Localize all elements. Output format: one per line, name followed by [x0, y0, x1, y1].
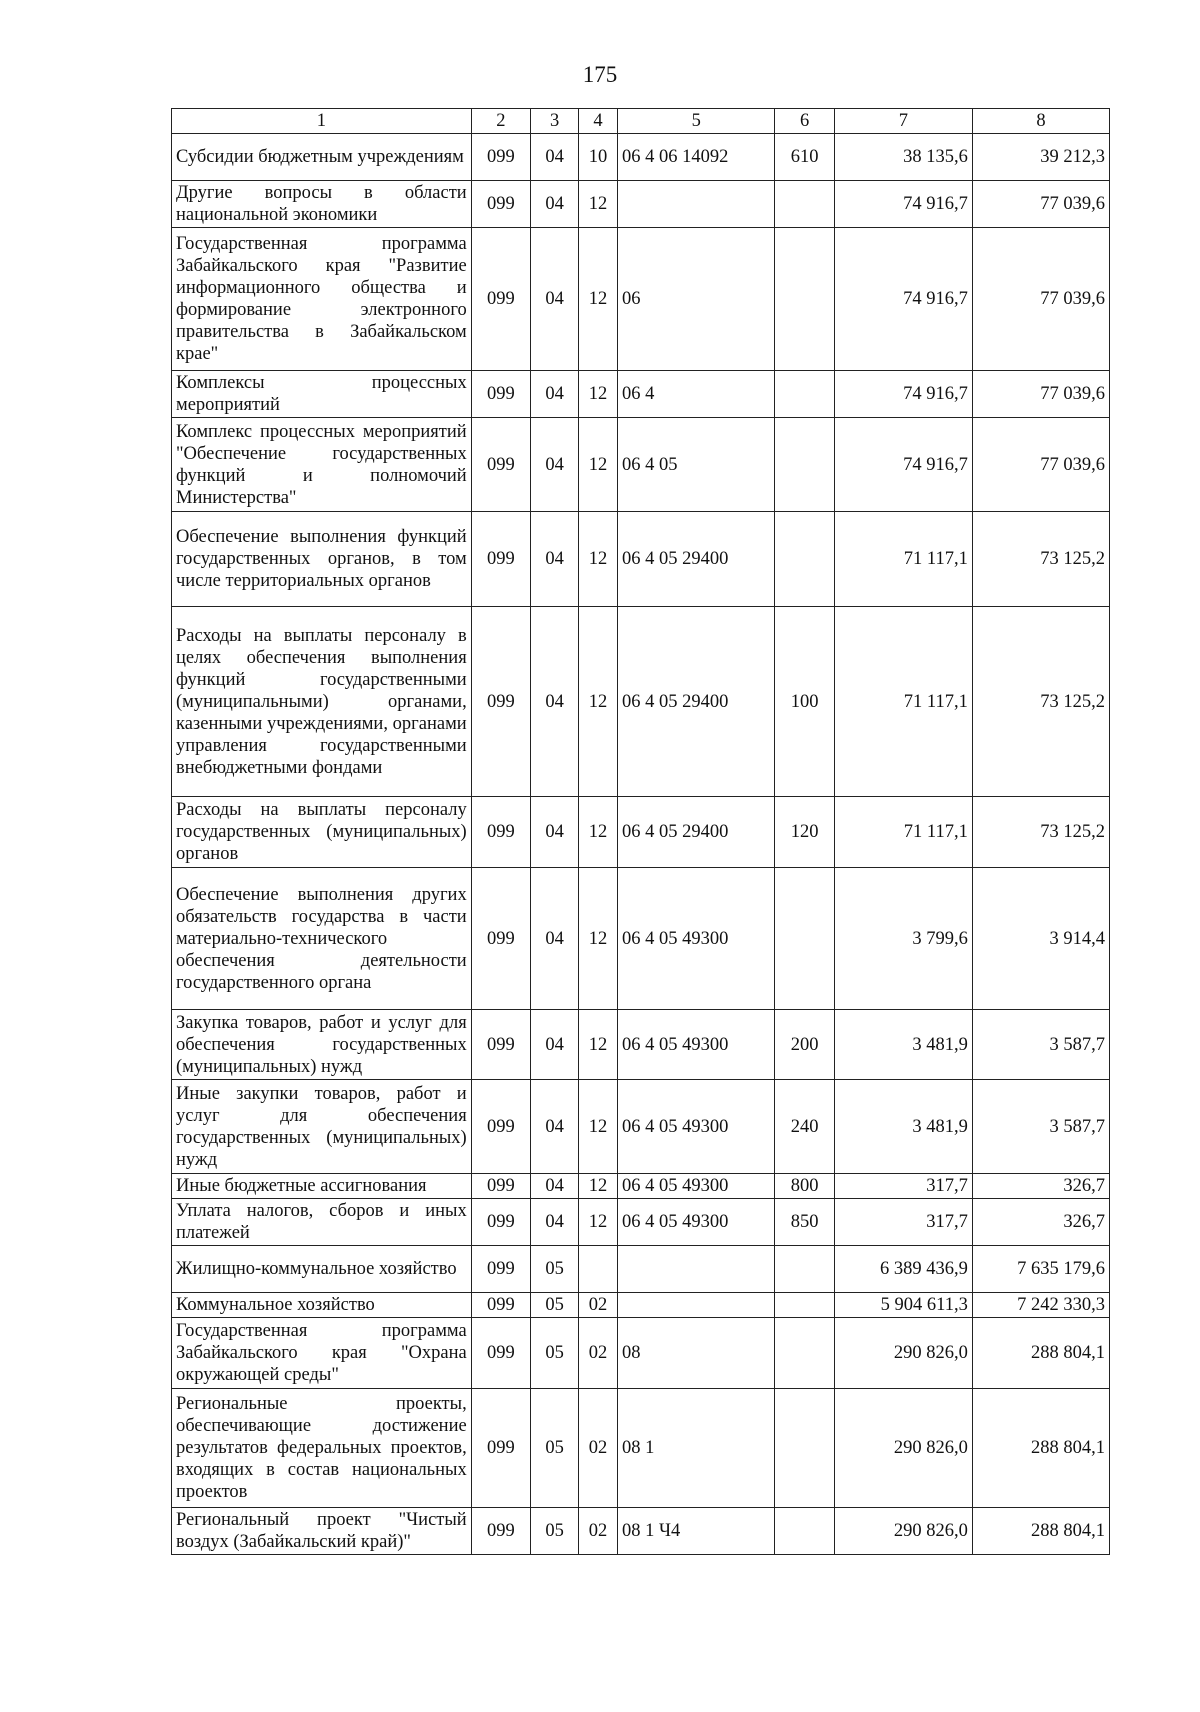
table-cell: Региональные проекты, обеспечивающие достижение результатов федеральных проектов, входящих в состав национальных проектов — [172, 1389, 472, 1508]
table-cell: Государственная программа Забайкальского края "Развитие информационного общества и формирование электронного правительства в Забайкальском крае" — [172, 228, 472, 371]
table-cell: 7 242 330,3 — [972, 1293, 1109, 1318]
column-header: 4 — [579, 109, 618, 134]
table-cell: 099 — [471, 797, 530, 868]
table-cell: 73 125,2 — [972, 797, 1109, 868]
table-row — [172, 1080, 1110, 1174]
table-cell: 12 — [579, 868, 618, 1010]
table-cell: Жилищно-коммунальное хозяйство — [172, 1246, 472, 1293]
table-cell — [617, 181, 775, 228]
table-cell: 317,7 — [834, 1174, 972, 1199]
table-row — [172, 1389, 1110, 1508]
table-cell: 06 4 05 49300 — [617, 1080, 775, 1174]
table-cell: 800 — [775, 1174, 834, 1199]
table-row — [172, 371, 1110, 418]
table-cell: Государственная программа Забайкальского края "Охрана окружающей среды" — [172, 1318, 472, 1389]
table-row — [172, 1010, 1110, 1080]
table-cell: 74 916,7 — [834, 418, 972, 512]
table-cell: 74 916,7 — [834, 371, 972, 418]
table-cell — [775, 1318, 834, 1389]
table-cell: 3 481,9 — [834, 1010, 972, 1080]
table-cell: 12 — [579, 1174, 618, 1199]
table-cell: 290 826,0 — [834, 1318, 972, 1389]
table-cell: 05 — [531, 1508, 579, 1555]
table-row — [172, 1199, 1110, 1246]
table-cell: 05 — [531, 1293, 579, 1318]
table-cell: 08 — [617, 1318, 775, 1389]
table-cell: 04 — [531, 868, 579, 1010]
table-row — [172, 1318, 1110, 1389]
table-row — [172, 228, 1110, 371]
table-body — [172, 134, 1110, 1555]
table-row — [172, 181, 1110, 228]
table-cell: 06 4 05 49300 — [617, 1199, 775, 1246]
table-cell: 288 804,1 — [972, 1389, 1109, 1508]
table-cell: 77 039,6 — [972, 371, 1109, 418]
table-cell: 71 117,1 — [834, 797, 972, 868]
table-cell: 71 117,1 — [834, 607, 972, 797]
table-cell: 04 — [531, 1199, 579, 1246]
table-cell: 02 — [579, 1293, 618, 1318]
table-cell: 099 — [471, 607, 530, 797]
table-cell: 06 4 05 49300 — [617, 1174, 775, 1199]
column-header: 6 — [775, 109, 834, 134]
table-cell: 12 — [579, 797, 618, 868]
table-cell: 317,7 — [834, 1199, 972, 1246]
table-cell: Иные бюджетные ассигнования — [172, 1174, 472, 1199]
table-cell: Расходы на выплаты персоналу в целях обеспечения выполнения функций государственными (муниципальными) органами, казенными учреждениями, органами управления государственными внебюджетными фондами — [172, 607, 472, 797]
table-cell: 3 587,7 — [972, 1010, 1109, 1080]
table-cell: 12 — [579, 371, 618, 418]
table-cell: 290 826,0 — [834, 1508, 972, 1555]
table-row — [172, 1174, 1110, 1199]
table-cell: 74 916,7 — [834, 181, 972, 228]
table-cell: Другие вопросы в области национальной экономики — [172, 181, 472, 228]
table-cell: Обеспечение выполнения функций государственных органов, в том числе территориальных органов — [172, 512, 472, 607]
table-cell: 6 389 436,9 — [834, 1246, 972, 1293]
table-cell: 099 — [471, 1080, 530, 1174]
table-cell: 240 — [775, 1080, 834, 1174]
table-cell: 3 587,7 — [972, 1080, 1109, 1174]
table-cell: 05 — [531, 1246, 579, 1293]
table-cell: 02 — [579, 1389, 618, 1508]
table-cell: 04 — [531, 607, 579, 797]
table-cell: Закупка товаров, работ и услуг для обеспечения государственных (муниципальных) нужд — [172, 1010, 472, 1080]
table-cell: 099 — [471, 1010, 530, 1080]
table-cell — [775, 1293, 834, 1318]
column-header: 2 — [471, 109, 530, 134]
table-row — [172, 607, 1110, 797]
table-cell: 73 125,2 — [972, 607, 1109, 797]
table-cell — [775, 1389, 834, 1508]
table-cell: 08 1 — [617, 1389, 775, 1508]
table-cell — [775, 418, 834, 512]
table-cell: Иные закупки товаров, работ и услуг для обеспечения государственных (муниципальных) нужд — [172, 1080, 472, 1174]
table-cell: 12 — [579, 607, 618, 797]
table-cell: 73 125,2 — [972, 512, 1109, 607]
table-cell: 77 039,6 — [972, 418, 1109, 512]
column-header: 8 — [972, 109, 1109, 134]
table-cell: 610 — [775, 134, 834, 181]
table-cell: 06 4 05 29400 — [617, 512, 775, 607]
table-row — [172, 797, 1110, 868]
table-cell: Обеспечение выполнения других обязательств государства в части материально-технического обеспечения деятельности государственного органа — [172, 868, 472, 1010]
table-row — [172, 134, 1110, 181]
table-cell: Комплексы процессных мероприятий — [172, 371, 472, 418]
table-cell: 05 — [531, 1389, 579, 1508]
table-cell: Региональный проект "Чистый воздух (Забайкальский край)" — [172, 1508, 472, 1555]
table-cell: 288 804,1 — [972, 1508, 1109, 1555]
budget-table — [171, 108, 1110, 1555]
table-cell: 04 — [531, 371, 579, 418]
table-cell — [775, 371, 834, 418]
table-cell: 099 — [471, 512, 530, 607]
table-cell: 06 4 — [617, 371, 775, 418]
table-cell: 04 — [531, 418, 579, 512]
table-cell: 39 212,3 — [972, 134, 1109, 181]
table-cell: 06 4 05 — [617, 418, 775, 512]
table-cell: 7 635 179,6 — [972, 1246, 1109, 1293]
table-cell: 099 — [471, 868, 530, 1010]
table-cell: 04 — [531, 228, 579, 371]
table-row — [172, 868, 1110, 1010]
table-cell: 099 — [471, 181, 530, 228]
table-cell — [775, 1508, 834, 1555]
table-cell: 04 — [531, 1174, 579, 1199]
table-cell: 288 804,1 — [972, 1318, 1109, 1389]
table-cell: 099 — [471, 134, 530, 181]
table-row — [172, 1293, 1110, 1318]
header-row — [172, 109, 1110, 134]
table-cell: 06 4 05 49300 — [617, 1010, 775, 1080]
table-cell: 08 1 Ч4 — [617, 1508, 775, 1555]
table-cell: 02 — [579, 1318, 618, 1389]
table-cell: 04 — [531, 181, 579, 228]
table-cell: 04 — [531, 1080, 579, 1174]
table-row — [172, 512, 1110, 607]
table-row — [172, 418, 1110, 512]
table-cell: 099 — [471, 1389, 530, 1508]
table-cell: 05 — [531, 1318, 579, 1389]
table-cell: 326,7 — [972, 1199, 1109, 1246]
table-cell: 100 — [775, 607, 834, 797]
table-cell: 38 135,6 — [834, 134, 972, 181]
table-cell: 74 916,7 — [834, 228, 972, 371]
table-row — [172, 1508, 1110, 1555]
page-number: 175 — [582, 62, 618, 87]
table-cell: Расходы на выплаты персоналу государственных (муниципальных) органов — [172, 797, 472, 868]
table-cell: Комплекс процессных мероприятий "Обеспечение государственных функций и полномочий Министерства" — [172, 418, 472, 512]
table-cell — [775, 512, 834, 607]
table-cell: 099 — [471, 1199, 530, 1246]
table-cell: 099 — [471, 1318, 530, 1389]
table-cell: 06 — [617, 228, 775, 371]
table-cell: 099 — [471, 228, 530, 371]
table-cell: 12 — [579, 228, 618, 371]
table-cell: 099 — [471, 418, 530, 512]
table-cell: 06 4 05 29400 — [617, 607, 775, 797]
table-cell: 099 — [471, 1246, 530, 1293]
table-cell: 200 — [775, 1010, 834, 1080]
column-header: 5 — [617, 109, 775, 134]
table-cell: Коммунальное хозяйство — [172, 1293, 472, 1318]
table-cell — [775, 868, 834, 1010]
table-cell — [775, 228, 834, 371]
table-cell — [775, 1246, 834, 1293]
table-row — [172, 1246, 1110, 1293]
table-cell: 5 904 611,3 — [834, 1293, 972, 1318]
table-cell: 04 — [531, 512, 579, 607]
table-cell: 06 4 06 14092 — [617, 134, 775, 181]
table-cell: 04 — [531, 134, 579, 181]
column-header: 1 — [172, 109, 472, 134]
table-cell: 3 914,4 — [972, 868, 1109, 1010]
table-cell — [775, 181, 834, 228]
table-cell: 099 — [471, 1174, 530, 1199]
table-cell: 099 — [471, 1293, 530, 1318]
table-cell: 3 799,6 — [834, 868, 972, 1010]
table-cell: 10 — [579, 134, 618, 181]
table-cell — [579, 1246, 618, 1293]
table-cell — [617, 1246, 775, 1293]
table-cell: 3 481,9 — [834, 1080, 972, 1174]
table-cell: 12 — [579, 418, 618, 512]
table-cell: 120 — [775, 797, 834, 868]
table-cell: 12 — [579, 1010, 618, 1080]
column-header: 7 — [834, 109, 972, 134]
table-cell: 12 — [579, 181, 618, 228]
table-cell — [617, 1293, 775, 1318]
table-cell: 06 4 05 29400 — [617, 797, 775, 868]
table-cell: 77 039,6 — [972, 181, 1109, 228]
table-cell: 04 — [531, 1010, 579, 1080]
table-cell: Уплата налогов, сборов и иных платежей — [172, 1199, 472, 1246]
table-cell: 290 826,0 — [834, 1389, 972, 1508]
column-header: 3 — [531, 109, 579, 134]
table-cell: 326,7 — [972, 1174, 1109, 1199]
table-cell: 71 117,1 — [834, 512, 972, 607]
table-cell: 099 — [471, 371, 530, 418]
table-cell: 12 — [579, 1199, 618, 1246]
table-cell: 02 — [579, 1508, 618, 1555]
table-cell: 12 — [579, 512, 618, 607]
table-cell: 850 — [775, 1199, 834, 1246]
table-cell: 099 — [471, 1508, 530, 1555]
table-cell: 04 — [531, 797, 579, 868]
table-cell: 12 — [579, 1080, 618, 1174]
table-cell: Субсидии бюджетным учреждениям — [172, 134, 472, 181]
table-cell: 06 4 05 49300 — [617, 868, 775, 1010]
table-cell: 77 039,6 — [972, 228, 1109, 371]
